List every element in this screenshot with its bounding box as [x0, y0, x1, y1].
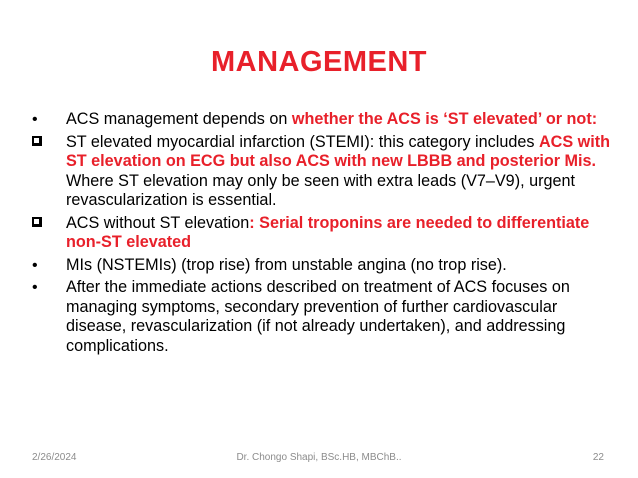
bullet-text: Where ST elevation may only be seen with extra leads (V7–V9), urgent revascularization is essential.	[66, 171, 575, 209]
bullet-item	[32, 133, 612, 211]
bullet-item	[32, 256, 612, 276]
highlighted-text: ACS with ST elevation on ECG but also ACS with new LBBB and posterior Mis.	[66, 132, 610, 170]
bullet-item	[32, 214, 612, 253]
bullet-text: ACS management depends on	[66, 110, 292, 128]
bullet-dot-icon: •	[32, 256, 38, 274]
bullet-dot-icon: •	[32, 111, 38, 128]
highlighted-text: whether the ACS is ‘ST elevated’ or not:	[291, 110, 598, 128]
slide-title: MANAGEMENT	[210, 46, 428, 78]
bullet-text: ACS without ST elevation	[66, 213, 250, 232]
checkbox-bullet-icon	[32, 217, 42, 227]
footer-date: 2/26/2024	[32, 452, 77, 463]
bullet-item	[32, 278, 612, 356]
highlighted-text: : Serial troponins are needed to differentiate non-ST elevated	[66, 213, 590, 251]
bullet-dot-icon: •	[32, 279, 38, 296]
bullet-list	[32, 110, 612, 359]
bullet-text: ST elevated myocardial infarction (STEMI): this category includes	[66, 132, 539, 151]
footer-author: Dr. Chongo Shapi, BSc.HB, MBChB..	[236, 452, 402, 463]
bullet-item	[32, 110, 612, 130]
footer-page-number: 22	[592, 452, 604, 463]
checkbox-bullet-icon	[32, 136, 42, 146]
bullet-text: After the immediate actions described on treatment of ACS focuses on managing symptoms, secondary prevention of further cardiovascular disease, revascularization (if not already undertaken), and addressing complications.	[66, 278, 570, 355]
bullet-text: MIs (NSTEMIs) (trop rise) from unstable angina (no trop rise).	[66, 255, 507, 274]
